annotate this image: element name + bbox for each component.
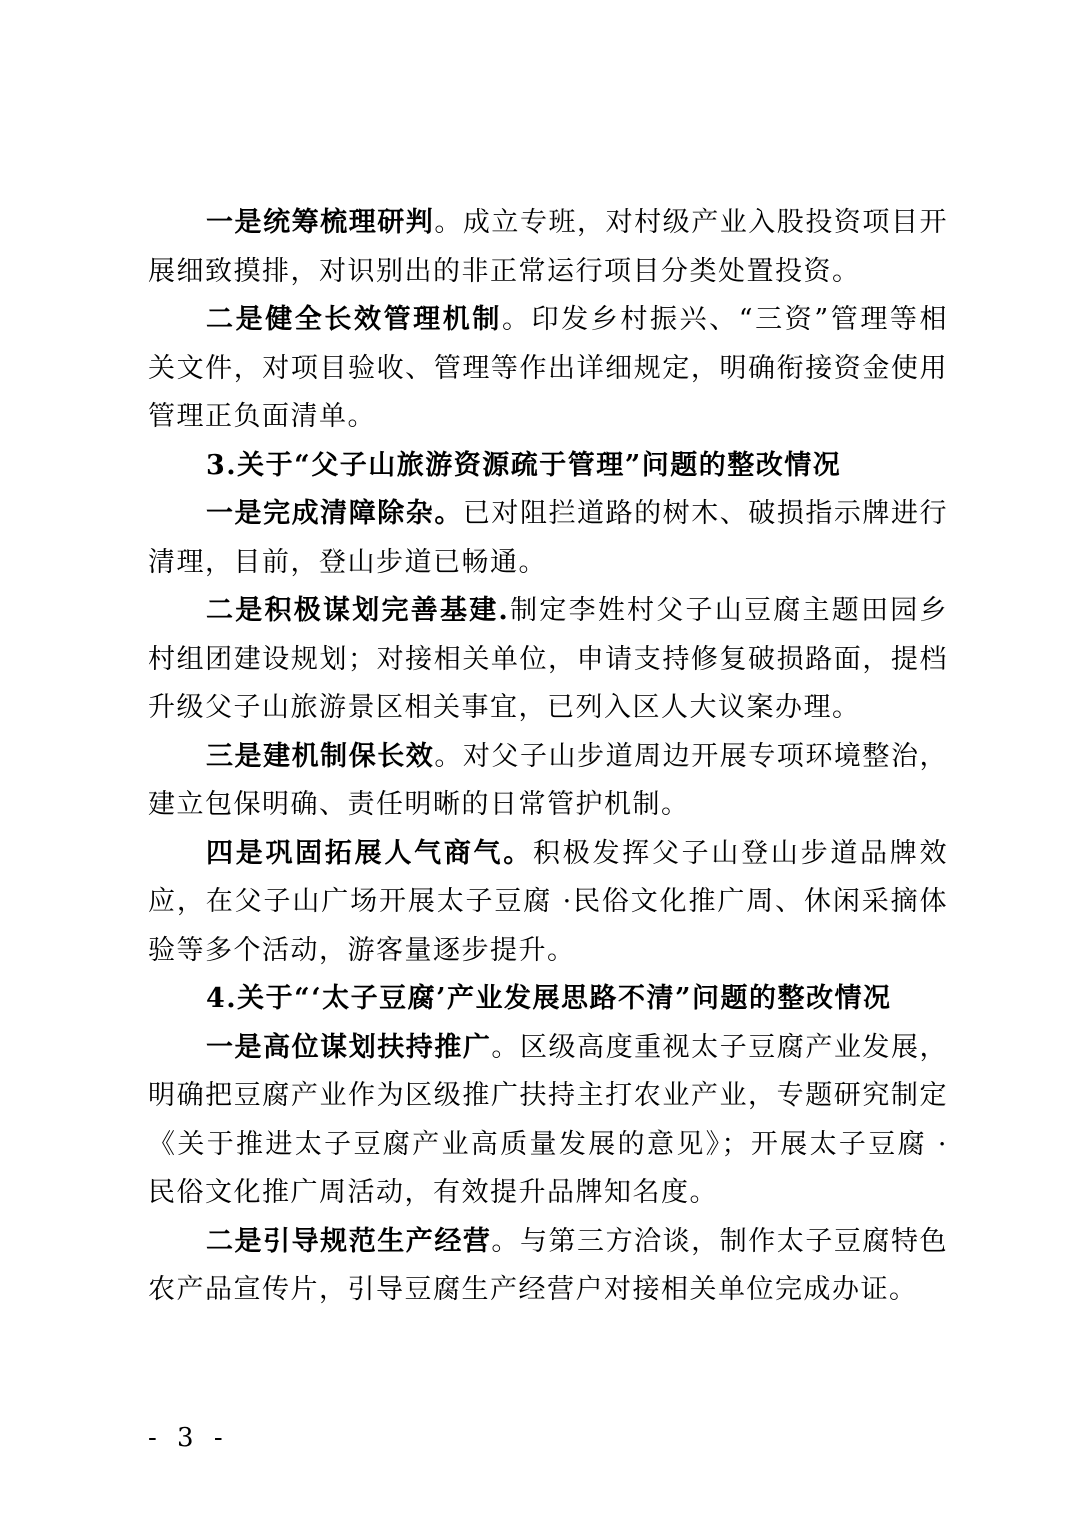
paragraph-text: 。成立专班，对村级产业入股投资项目开展细致摸排，对识别出的非正常运行项目分类处置投资。: [148, 207, 949, 287]
paragraph-text: 已对阻拦道路的树木、破损指示牌进行清理，目前，登山步道已畅通。: [148, 498, 949, 578]
paragraph-text: 。与第三方洽谈，制作太子豆腐特色农产品宣传片，引导豆腐生产经营户对接相关单位完成办证。: [148, 1225, 949, 1305]
paragraph: [148, 587, 948, 733]
paragraph: [148, 1024, 948, 1218]
paragraph-lead: 二是引导规范生产经营: [206, 1225, 492, 1257]
paragraph: [148, 1218, 948, 1315]
section-heading: 4.关于“‘太子豆腐’产业发展思路不清”问题的整改情况: [206, 983, 892, 1014]
paragraph-lead: 三是建机制保长效: [206, 740, 435, 772]
paragraph: [148, 830, 948, 976]
paragraph-lead: 一是统筹梳理研判: [206, 207, 435, 238]
page-number: - 3 -: [148, 1423, 229, 1453]
paragraph: [148, 296, 948, 442]
paragraph-lead: 二是健全长效管理机制: [206, 304, 502, 335]
paragraph-text: 。对父子山步道周边开展专项环境整治，建立包保明确、责任明晰的日常管护机制。: [148, 740, 949, 820]
section-heading: 3.关于“父子山旅游资源疏于管理”问题的整改情况: [206, 449, 842, 481]
paragraph-lead: 一是完成清障除杂。: [206, 498, 463, 529]
paragraph-text: 。区级高度重视太子豆腐产业发展，明确把豆腐产业作为区级推广扶持主打农业产业，专题研究制定《关于推进太子豆腐产业高质量发展的意见》；开展太子豆腐 ·民俗文化推广周活动，有效提升品牌知名度。: [148, 1031, 949, 1208]
paragraph-lead: 四是巩固拓展人气商气。: [206, 837, 534, 869]
paragraph-text: 。印发乡村振兴、“三资”管理等相关文件，对项目验收、管理等作出详细规定，明确衔接资金使用管理正负面清单。: [148, 304, 949, 432]
paragraph-lead: 一是高位谋划扶持推广: [206, 1031, 492, 1063]
paragraph-text: 积极发挥父子山登山步道品牌效应，在父子山广场开展太子豆腐 ·民俗文化推广周、休闲采摘体验等多个活动，游客量逐步提升。: [148, 837, 949, 966]
paragraph: [148, 199, 948, 296]
paragraph: [148, 733, 948, 830]
paragraph-text: 制定李姓村父子山豆腐主题田园乡村组团建设规划；对接相关单位，申请支持修复破损路面，提档升级父子山旅游景区相关事宜，已列入区人大议案办理。: [148, 595, 948, 723]
document-body: [148, 199, 948, 1315]
paragraph-lead: 二是积极谋划完善基建.: [206, 595, 510, 626]
paragraph: [148, 490, 948, 587]
